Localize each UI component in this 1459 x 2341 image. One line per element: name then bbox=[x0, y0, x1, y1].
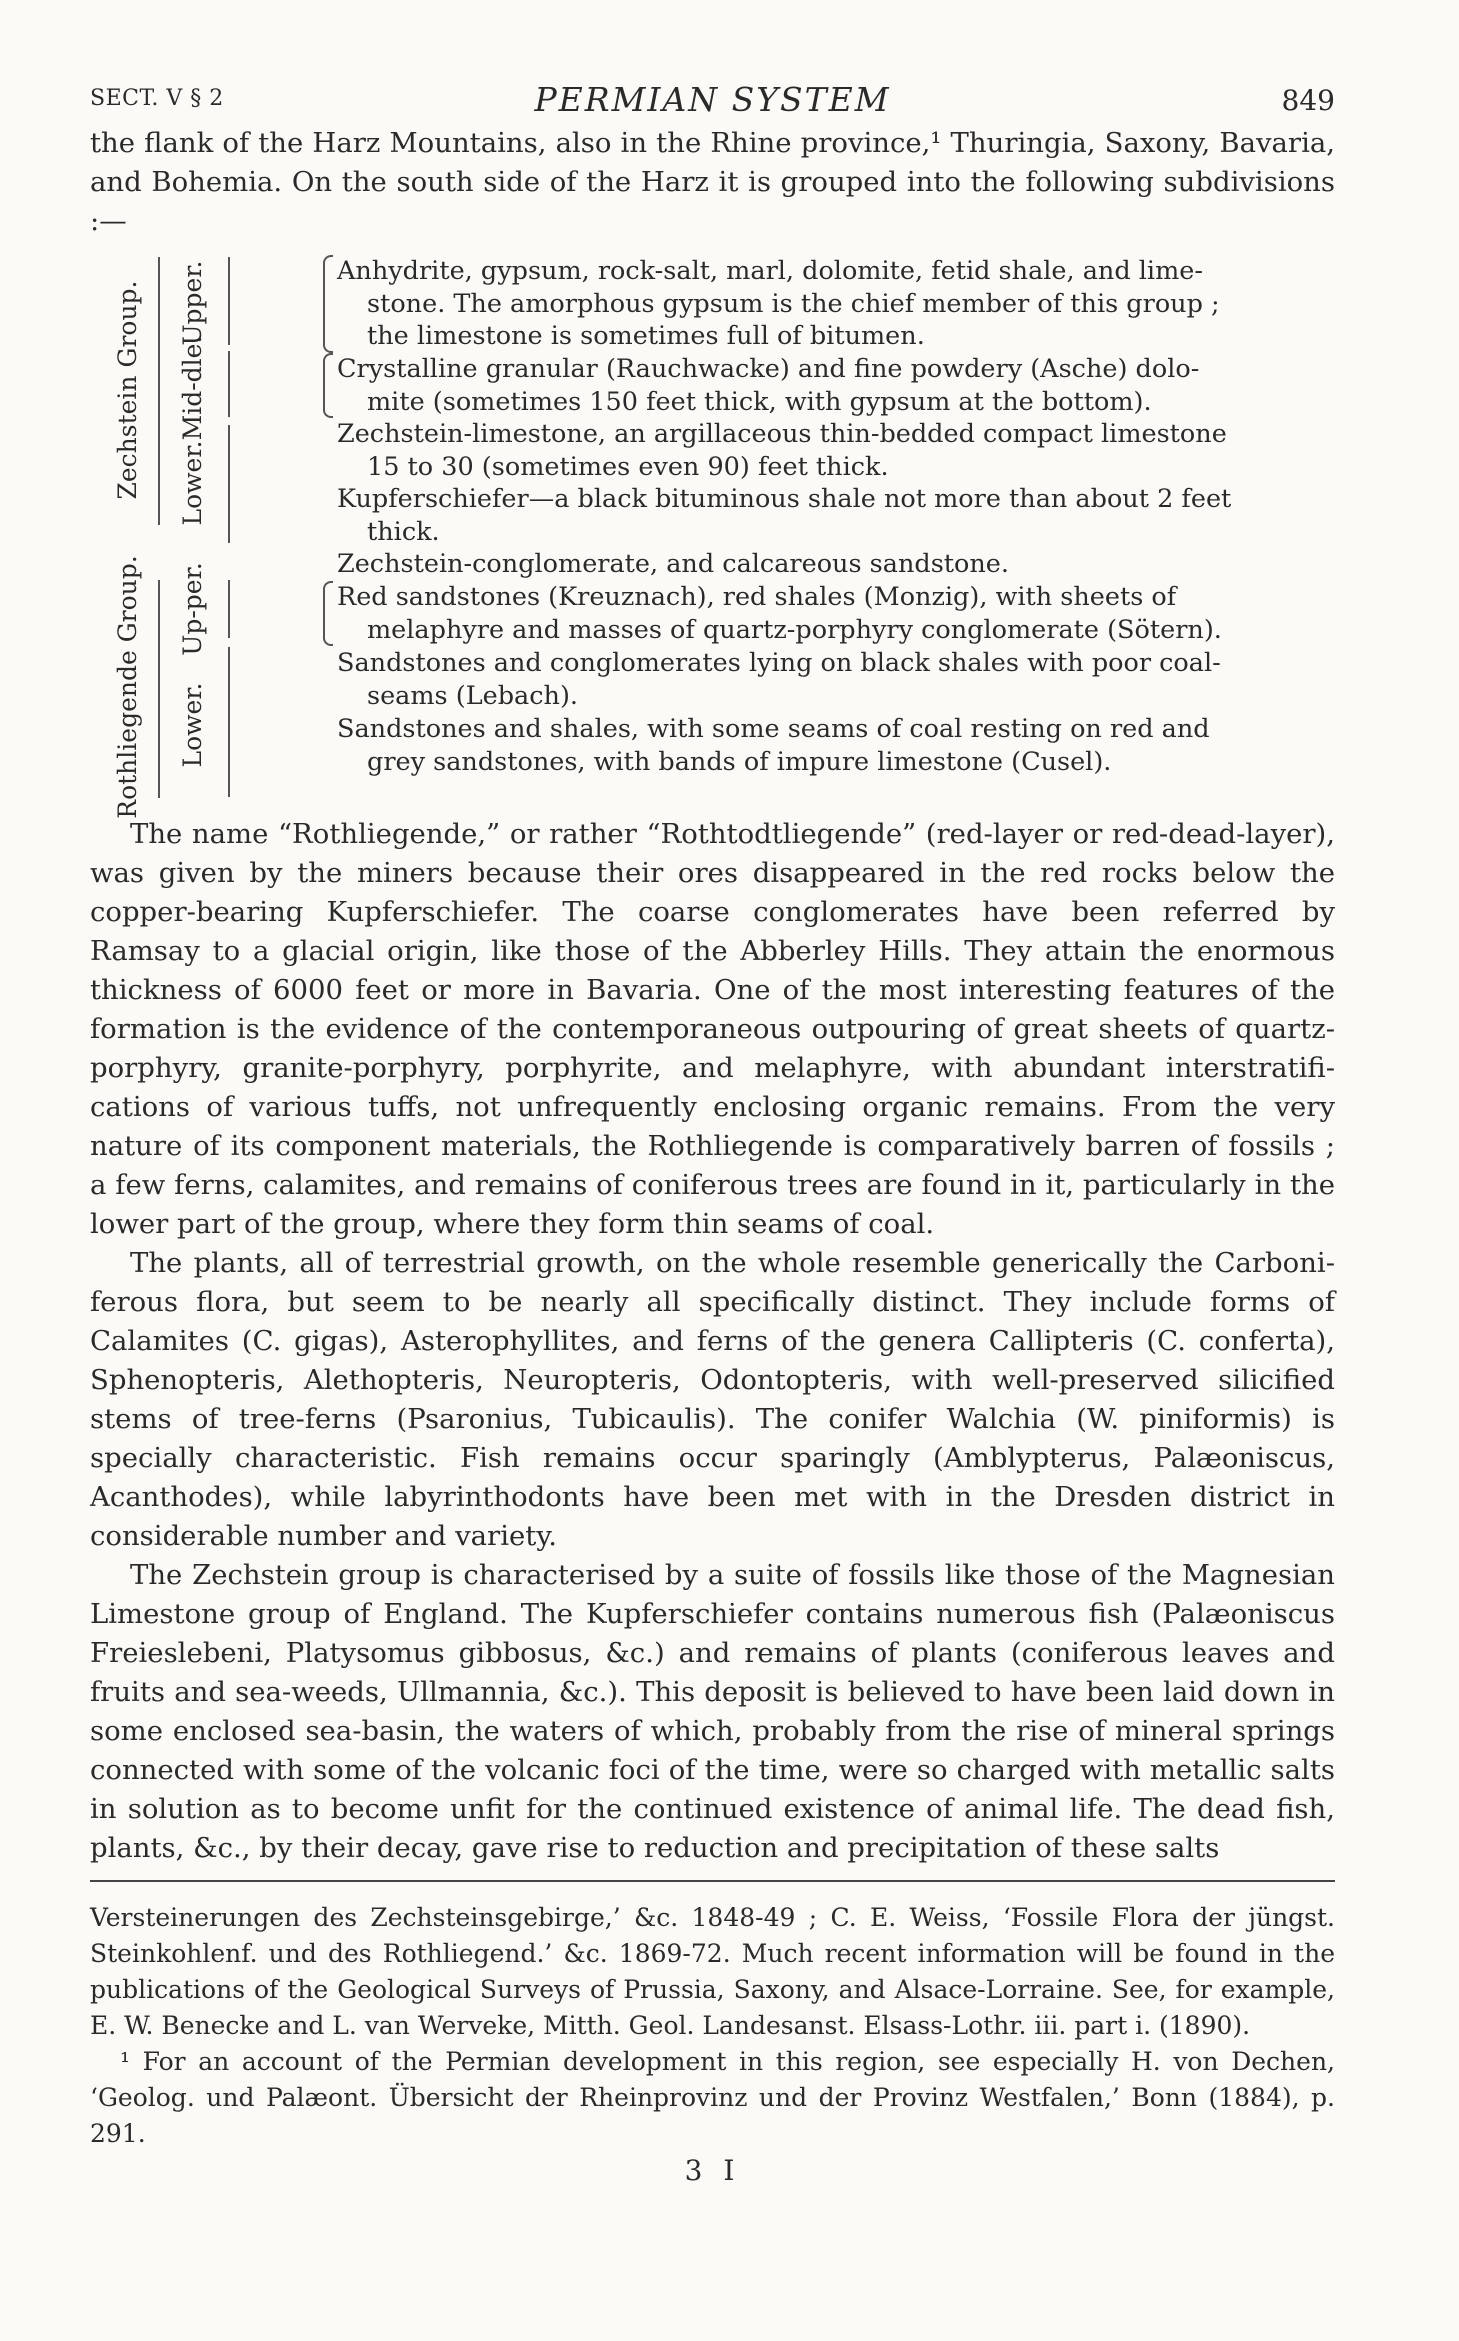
page-title: PERMIAN SYSTEM bbox=[534, 80, 891, 119]
paragraph-zechstein: The Zechstein group is characterised by a suite of fossils like those of the Magnesian Limestone group of England. The Kupferschiefer contains numerous fish (Palæoniscus Freieslebeni, Platysomus gibbosus, &c.) and remains of plants (coniferous leaves and fruits and sea-weeds, Ullmannia, &c.). This deposit is believed to have been laid down in some enclosed sea-basin, the waters of which, probably from the rise of mineral springs connected with some of the volcanic foci of the time, were so charged with metallic salts in solution as to become unfit for the continued existence of animal life. The dead fish, plants, &c., by their decay, gave rise to reduction and precipitation of these salts bbox=[90, 1559, 1335, 1864]
entry-zechstein-limestone: Zechstein-limestone, an argillaceous thin-bedded compact limestone 15 to 30 (sometimes even 90) feet thick. bbox=[337, 419, 1227, 482]
page-number: 849 bbox=[1281, 84, 1335, 117]
paragraph-plants: The plants, all of terrestrial growth, on the whole resemble generically the Carboni-ferous flora, but seem to be nearly all specifically distinct. They include forms of Calamites (C. gigas), Asterophyllites, and ferns of the genera Callipteris (C. conferta), Sphenopteris, Alethopteris, Neuropteris, Odontopteris, with well-preserved silicified stems of tree-ferns (Psaronius, Tubicaulis). The conifer Walchia (W. piniformis) is specially characteristic. Fish remains occur sparingly (Amblypterus, Palæoniscus, Acanthodes), while labyrinthodonts have been met with in the Dresden district in considerable number and variety. bbox=[90, 1247, 1335, 1552]
lower-brace bbox=[228, 425, 230, 543]
rothliegende-group-label: Rothliegende Group. bbox=[112, 555, 142, 819]
lower-label: Lower. bbox=[177, 440, 207, 526]
entry-lebach: Sandstones and conglomerates lying on black shales with poor coal- seams (Lebach). bbox=[337, 648, 1221, 711]
r-upper-brace bbox=[228, 580, 230, 638]
paragraph-rothliegende: The name “Rothliegende,” or rather “Rothtodtliegende” (red-layer or red-dead-layer), was given by the miners because their ores disappeared in the red rocks below the copper-bearing Kupferschiefer. The coarse conglomerates have been referred by Ramsay to a glacial origin, like those of the Abberley Hills. They attain the enormous thickness of 6000 feet or more in Bavaria. One of the most interesting features of the formation is the evidence of the contemporaneous outpouring of great sheets of quartz-porphyry, granite-porphyry, porphyrite, and melaphyre, with abundant interstratifi-cations of various tuffs, not unfrequently enclosing organic remains. From the very nature of its component materials, the Rothliegende is comparatively barren of fossils ; a few ferns, calamites, and remains of coniferous trees are found in it, particularly in the lower part of the group, where they form thin seams of coal. bbox=[90, 818, 1335, 1240]
entry-r-upper: Red sandstones (Kreuznach), red shales (Monzig), with sheets of melaphyre and masses of quartz-porphyry conglomerate (Sötern). bbox=[337, 581, 1335, 646]
footnote-divider bbox=[90, 1880, 1335, 1882]
entry-upper: Anhydrite, gypsum, rock-salt, marl, dolomite, fetid shale, and lime- stone. The amorphous gypsum is the chief member of this group ; the limestone is sometimes full of bitumen. bbox=[337, 255, 1335, 353]
zechstein-group-label: Zechstein Group. bbox=[112, 280, 142, 500]
zechstein-brace bbox=[158, 257, 160, 525]
entry-cusel: Sandstones and shales, with some seams of coal resting on red and grey sandstones, with bands of impure limestone (Cusel). bbox=[337, 714, 1210, 777]
section-ref: SECT. V § 2 bbox=[90, 86, 224, 111]
running-header bbox=[90, 80, 1335, 124]
rothliegende-brace bbox=[158, 580, 160, 798]
upper-label: Upper. bbox=[177, 260, 207, 346]
footnote-continued: Versteinerungen des Zechsteinsgebirge,’ &c. 1848-49 ; C. E. Weiss, ‘Fossile Flora der jüngst. Steinkohlenf. und des Rothliegend.’ &c. 1869-72. Much recent information will be found in the publications of the Geological Surveys of Prussia, Saxony, and Alsace-Lorraine. See, for example, E. W. Benecke and L. van Werveke, Mitth. Geol. Landesanst. Elsass-Lothr. iii. part i. (1890). bbox=[90, 1903, 1335, 2040]
entry-kupferschiefer: Kupferschiefer—a black bituminous shale not more than about 2 feet thick. bbox=[337, 484, 1232, 547]
middle-brace bbox=[228, 351, 230, 417]
middle-label: Mid-dle. bbox=[177, 335, 207, 441]
page bbox=[90, 80, 1335, 2187]
r-lower-brace bbox=[228, 647, 230, 797]
upper-brace bbox=[228, 257, 230, 345]
intro-paragraph: the flank of the Harz Mountains, also in the Rhine province,¹ Thuringia, Saxony, Bavaria, and Bohemia. On the south side of the Harz it is grouped into the following subdivisions :— bbox=[90, 127, 1335, 237]
subdivision-table bbox=[90, 255, 1335, 819]
footnote-1: ¹ For an account of the Permian development in this region, see especially H. von Dechen, ‘Geolog. und Palæont. Übersicht der Rheinprovinz und der Provinz Westfalen,’ Bonn (1884), p. 291. bbox=[90, 2047, 1335, 2148]
entry-conglomerate: Zechstein-conglomerate, and calcareous sandstone. bbox=[337, 549, 1010, 579]
rothliegende-lower-label: Lower. bbox=[177, 682, 207, 768]
rothliegende-upper-label: Up-per. bbox=[177, 562, 207, 656]
entry-middle: Crystalline granular (Rauchwacke) and fine powdery (Asche) dolo- mite (sometimes 150 feet thick, with gypsum at the bottom). bbox=[337, 353, 1335, 418]
signature-mark: 3 I bbox=[684, 2154, 741, 2187]
